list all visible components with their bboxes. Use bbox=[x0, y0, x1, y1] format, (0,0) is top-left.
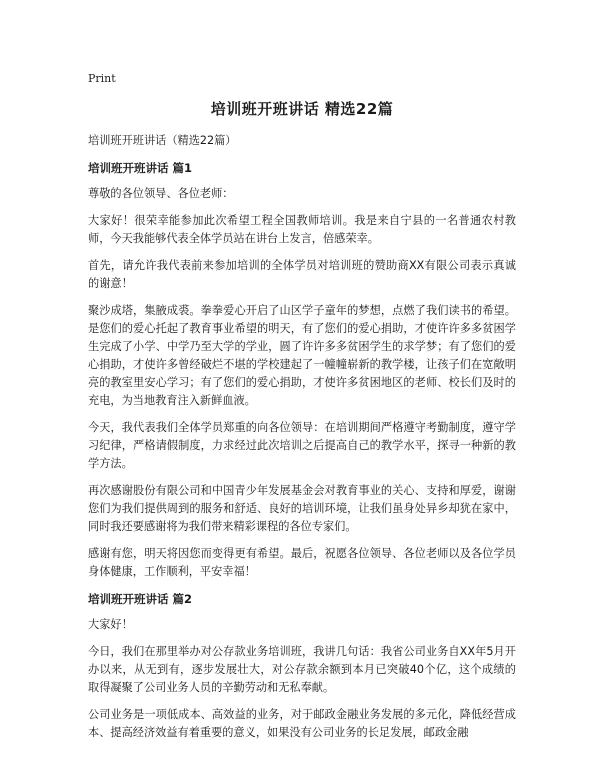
paragraph: 聚沙成塔，集腋成裘。拳拳爱心开启了山区学子童年的梦想，点燃了我们读书的希望。是您们的爱心托起了教育事业希望的明天，有了您们的爱心捐助，才使许许多多贫困学生完成了小学、中学乃至大学的学业，圆了许许多多贫困学生的求学梦；有了您们的爱心捐助，才使许多曾经破烂不堪的学校建起了一幢幢崭新的教学楼，让孩子们在宽敞明亮的教室里安心学习；有了您们的爱心捐助，才使许多贫困地区的老师、校长们及时的充电，为当地教育注入新鲜血液。 bbox=[88, 304, 516, 407]
paragraph: 公司业务是一项低成本、高效益的业务，对于邮政金融业务发展的多元化，降低经营成本、提高经济效益有着重要的意义，如果没有公司业务的长足发展，邮政金融 bbox=[88, 708, 516, 739]
document-subtitle: 培训班开班讲话（精选22篇） bbox=[88, 134, 237, 147]
paragraph: 首先，请允许我代表前来参加培训的全体学员对培训班的赞助商XX有限公司表示真诚的谢意！ bbox=[88, 259, 516, 290]
paragraph: 今天，我代表我们全体学员郑重的向各位领导：在培训期间严格遵守考勤制度，遵守学习纪律，严格请假制度，力求经过此次培训之后提高自己的教学水平，探寻一种新的教学方法。 bbox=[88, 421, 516, 470]
section-heading-2: 培训班开班讲话 篇2 bbox=[88, 592, 193, 606]
paragraph: 大家好！很荣幸能参加此次希望工程全国教师培训。我是来自宁县的一名普通农村教师，今天我能够代表全体学员站在讲台上发言，倍感荣幸。 bbox=[88, 214, 516, 245]
document-content bbox=[88, 132, 516, 751]
paragraph: 再次感谢股份有限公司和中国青少年发展基金会对教育事业的关心、支持和厚爱，谢谢您们为我们提供周到的服务和舒适、良好的培训环境，让我们虽身处异乡却犹在家中，同时我还要感谢将为我们带来精彩课程的各位专家们。 bbox=[88, 484, 516, 533]
paragraph: 尊敬的各位领导、各位老师： bbox=[88, 187, 234, 200]
paragraph: 大家好！ bbox=[88, 618, 133, 631]
section-heading-1: 培训班开班讲话 篇1 bbox=[88, 161, 193, 175]
paragraph: 今日，我们在那里举办对公存款业务培训班，我讲几句话：我省公司业务自XX年5月开办以来，从无到有，逐步发展壮大，对公存款余额到本月已突破40个亿，这个成绩的取得凝聚了公司业务人员的辛勤劳动和无私奉献。 bbox=[88, 645, 516, 694]
paragraph: 感谢有您，明天将因您而变得更有希望。最后，祝愿各位领导、各位老师以及各位学员身体健康，工作顺利，平安幸福！ bbox=[88, 547, 516, 578]
document-title: 培训班开班讲话 精选22篇 bbox=[210, 100, 394, 118]
print-link[interactable]: Print bbox=[88, 72, 116, 85]
